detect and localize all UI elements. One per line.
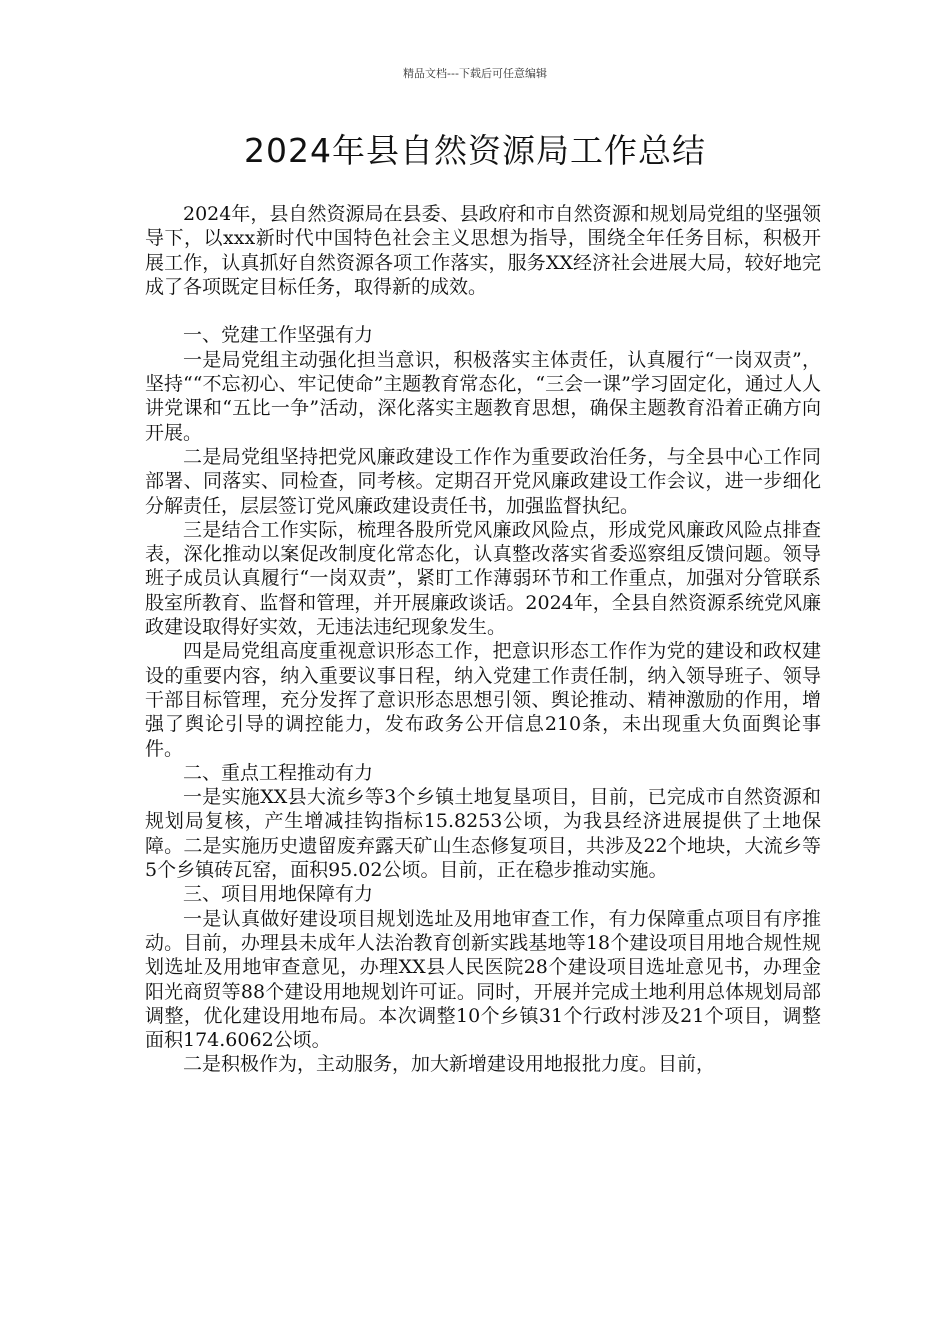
section-heading-party-building: 一、党建工作坚强有力 <box>183 324 374 347</box>
intro-paragraph: 2024年，县自然资源局在县委、县政府和市自然资源和规划局党组的坚强领导下，以xxx新时代中国特色社会主义思想为指导，围绕全年任务目标，积极开展工作，认真抓好自然资源各项工作落实，服务XX经济社会进展大局，较好地完成了各项既定目标任务，取得新的成效。 <box>145 203 821 298</box>
body-paragraph: 一是实施XX县大流乡等3个乡镇土地复垦项目，目前，已完成市自然资源和规划局复核，产生增减挂钩指标15.8253公顷，为我县经济进展提供了土地保障。二是实施历史遗留废弃露天矿山生态修复项目，共涉及22个地块，大流乡等5个乡镇砖瓦窑，面积95.02公顷。目前，正在稳步推动实施。 <box>145 786 821 882</box>
body-paragraph: 三是结合工作实际，梳理各股所党风廉政风险点，形成党风廉政风险点排查表，深化推动以案促改制度化常态化，认真整改落实省委巡察组反馈问题。领导班子成员认真履行“一岗双责”，紧盯工作薄弱环节和工作重点，加强对分管联系股室所教育、监督和管理，并开展廉政谈话。2024年，全县自然资源系统党风廉政建设取得好实效，无违法违纪现象发生。 <box>145 518 821 639</box>
body-paragraph: 二是局党组坚持把党风廉政建设工作作为重要政治任务，与全县中心工作同部署、同落实、同检查，同考核。定期召开党风廉政建设工作会议，进一步细化分解责任，层层签订党风廉政建设责任书，加强监督执纪。 <box>145 445 821 517</box>
document-body <box>145 202 821 1077</box>
body-paragraph: 一是局党组主动强化担当意识，积极落实主体责任，认真履行“一岗双责”，坚持““不忘初心、牢记使命”主题教育常态化，“三会一课”学习固定化，通过人人讲党课和“五比一争”活动，深化落实主题教育思想，确保主题教育沿着正确方向开展。 <box>145 348 821 444</box>
body-paragraph: 二是积极作为，主动服务，加大新增建设用地报批力度。目前， <box>183 1053 716 1076</box>
section-heading-land-use: 三、项目用地保障有力 <box>183 883 374 906</box>
body-paragraph: 一是认真做好建设项目规划选址及用地审查工作，有力保障重点项目有序推动。目前，办理县未成年人法治教育创新实践基地等18个建设项目用地合规性规划选址及用地审查意见，办理XX县人民医院28个建设项目选址意见书，办理金阳光商贸等88个建设用地规划许可证。同时，开展并完成土地利用总体规划局部调整，优化建设用地布局。本次调整10个乡镇31个行政村涉及21个项目，调整面积174.6062公顷。 <box>145 907 821 1052</box>
paragraph-spacer <box>145 299 821 323</box>
page-header-note: 精品文档---下载后可任意编辑 <box>403 67 547 80</box>
section-heading-key-projects: 二、重点工程推动有力 <box>183 761 374 784</box>
body-paragraph: 四是局党组高度重视意识形态工作，把意识形态工作作为党的建设和政权建设的重要内容，纳入重要议事日程，纳入党建工作责任制，纳入领导班子、领导干部目标管理，充分发挥了意识形态思想引领、舆论推动、精神激励的作用，增强了舆论引导的调控能力，发布政务公开信息210条，未出现重大负面舆论事件。 <box>145 640 821 760</box>
document-title: 2024年县自然资源局工作总结 <box>244 131 706 170</box>
